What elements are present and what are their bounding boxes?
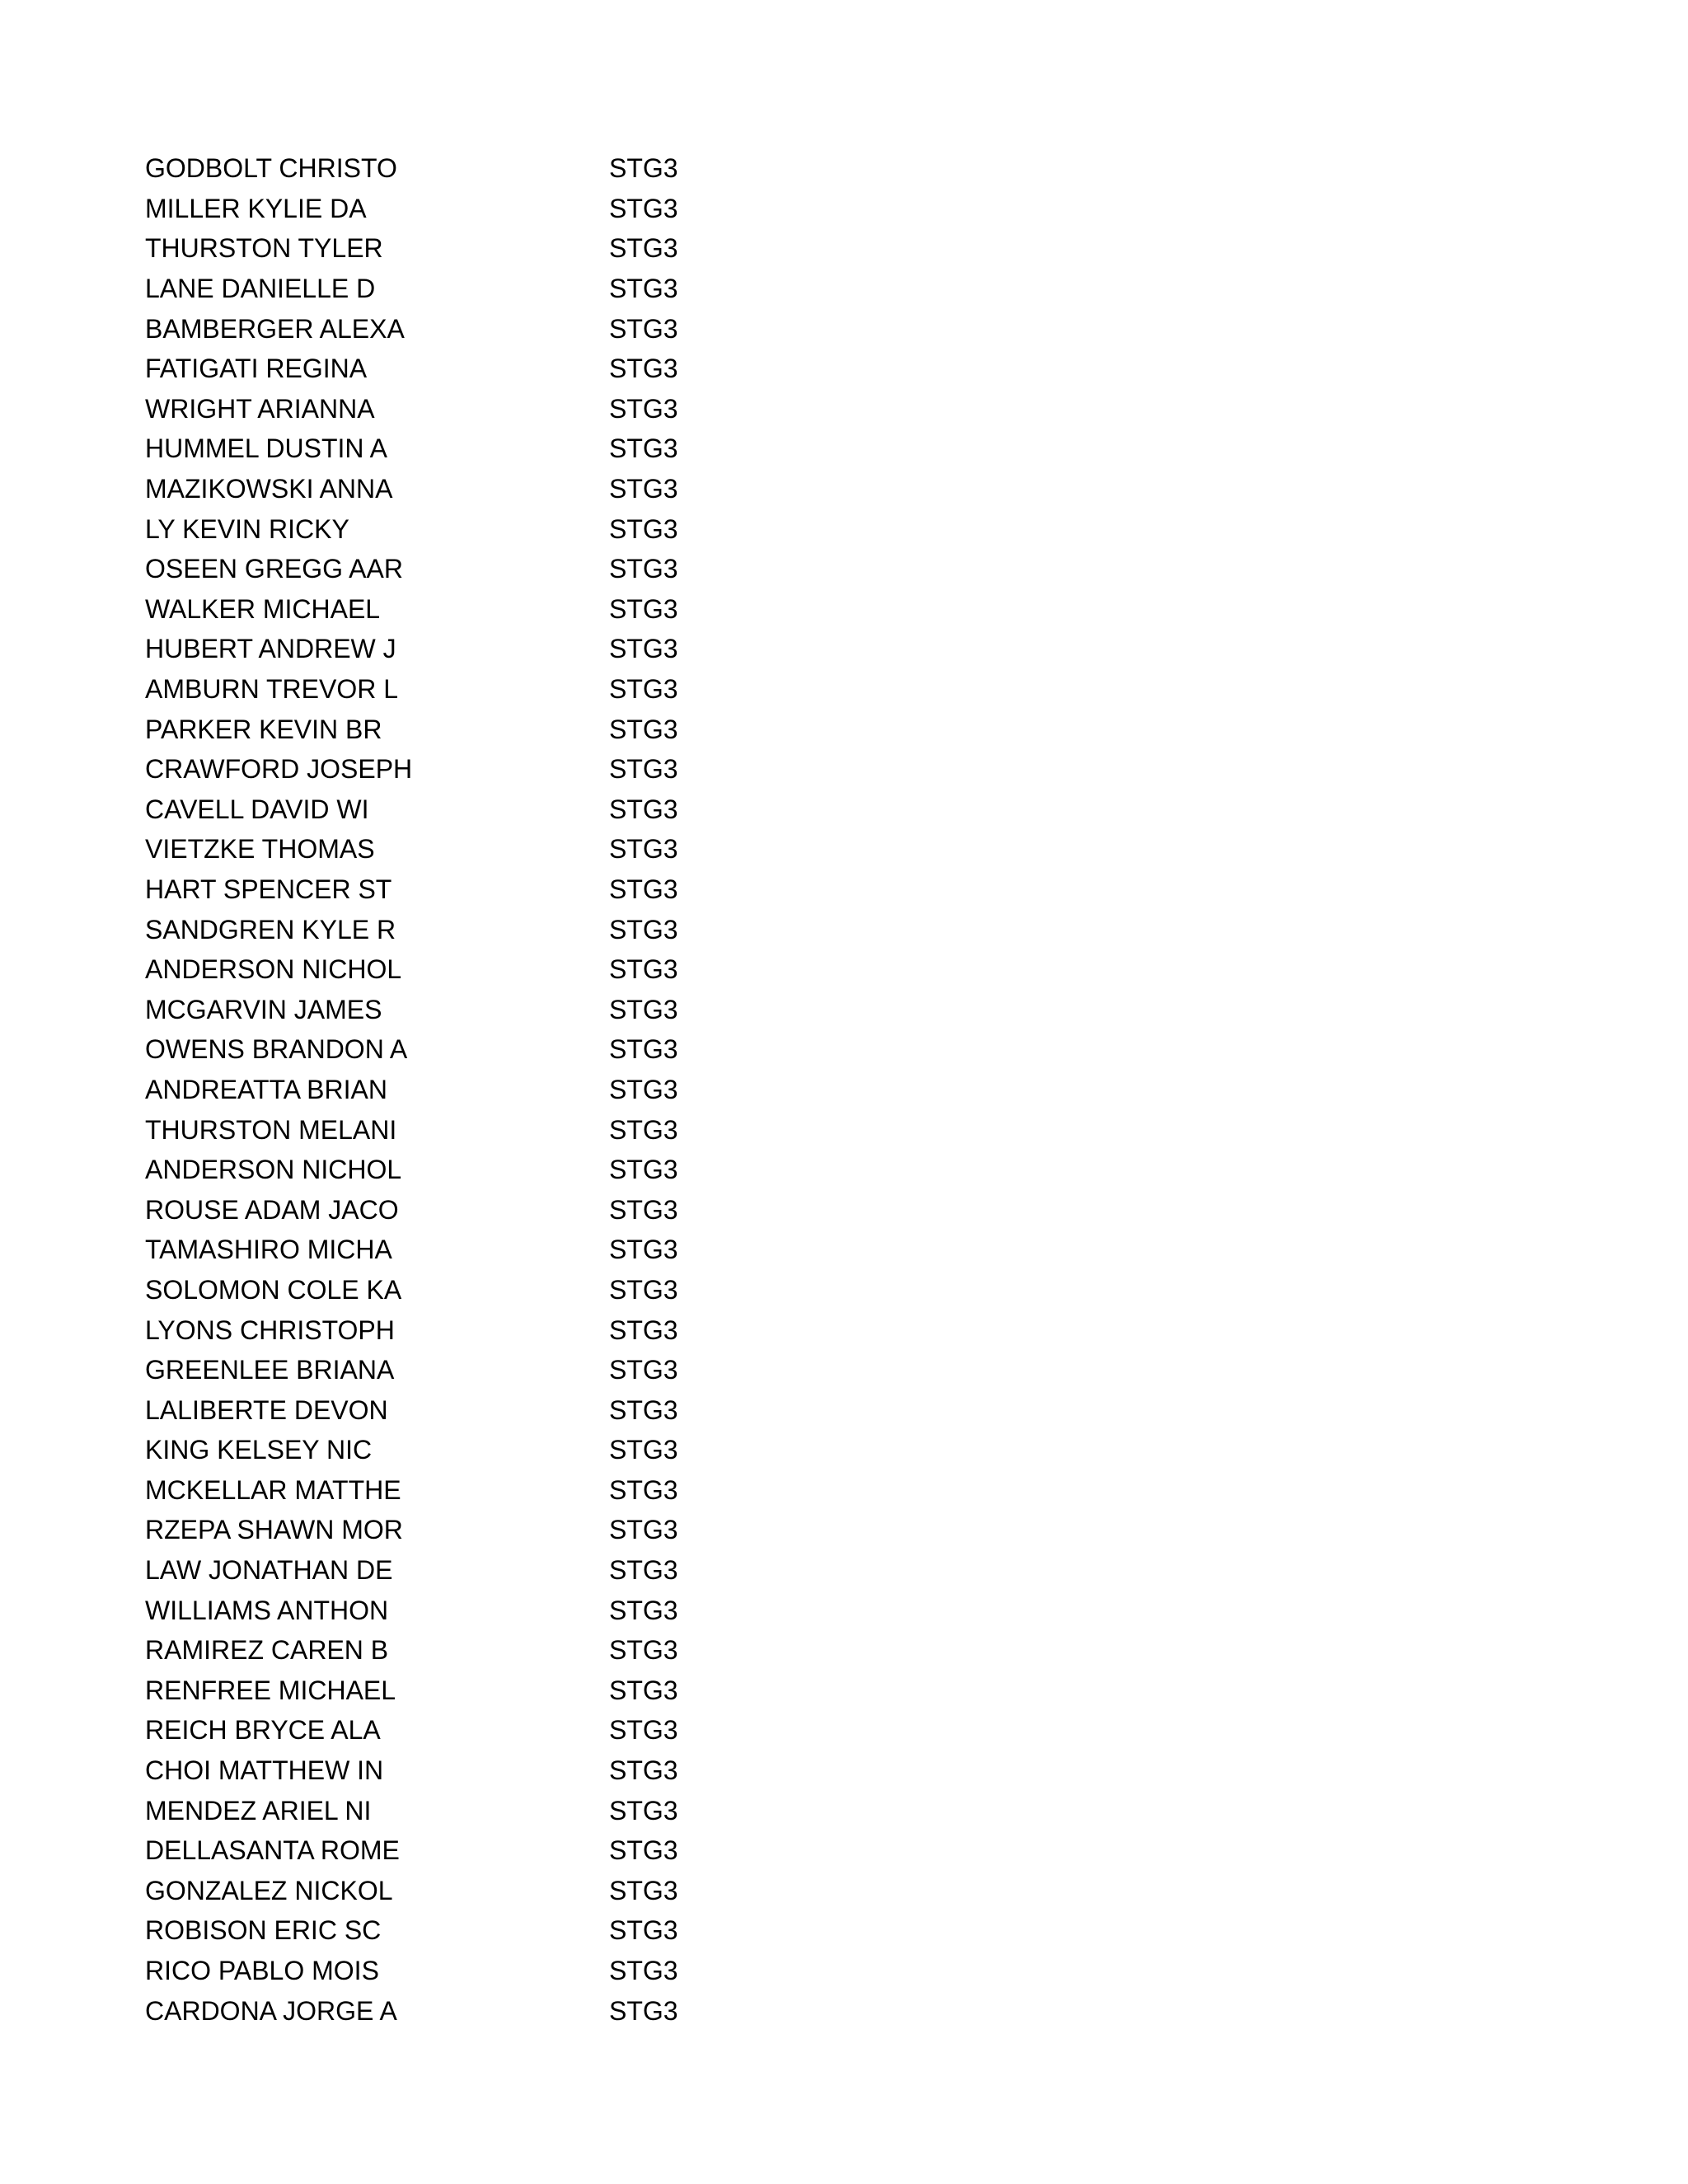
roster-row: [145, 949, 708, 990]
roster-name: MILLER KYLIE DA: [145, 193, 367, 223]
roster-code: STG3: [609, 1194, 678, 1225]
roster-code: STG3: [609, 1675, 678, 1705]
roster-row: [145, 989, 708, 1029]
roster-name: RZEPA SHAWN MOR: [145, 1515, 403, 1545]
roster-code: STG3: [609, 1435, 678, 1465]
roster-code: STG3: [609, 554, 678, 584]
roster-name: DELLASANTA ROME: [145, 1835, 400, 1866]
roster-code: STG3: [609, 513, 678, 544]
roster-row: [145, 1430, 708, 1470]
roster-name: HART SPENCER ST: [145, 874, 392, 904]
roster-code: STG3: [609, 874, 678, 904]
roster-name: WRIGHT ARIANNA: [145, 393, 375, 424]
roster-row: [145, 189, 708, 229]
roster-code: STG3: [609, 354, 678, 384]
roster-code: STG3: [609, 1715, 678, 1746]
roster-row: [145, 429, 708, 469]
roster-code: STG3: [609, 714, 678, 744]
roster-name: CHOI MATTHEW IN: [145, 1755, 384, 1786]
roster-code: STG3: [609, 313, 678, 344]
roster-row: [145, 1230, 708, 1270]
roster-code: STG3: [609, 1274, 678, 1305]
roster-row: [145, 389, 708, 429]
roster-code: STG3: [609, 1315, 678, 1345]
roster-row: [145, 1630, 708, 1671]
roster-row: [145, 1590, 708, 1630]
roster-code: STG3: [609, 1515, 678, 1545]
roster-code: STG3: [609, 1795, 678, 1825]
roster-code: STG3: [609, 1635, 678, 1666]
roster-name: MENDEZ ARIEL NI: [145, 1795, 372, 1825]
roster-name: MCKELLAR MATTHE: [145, 1474, 401, 1505]
roster-row: [145, 790, 708, 830]
roster-row: [145, 1109, 708, 1150]
roster-row: [145, 509, 708, 549]
roster-row: [145, 1671, 708, 1711]
roster-name: GREENLEE BRIANA: [145, 1355, 395, 1385]
roster-name: MAZIKOWSKI ANNA: [145, 474, 393, 504]
roster-row: [145, 1189, 708, 1230]
roster-code: STG3: [609, 1755, 678, 1786]
roster-name: TAMASHIRO MICHA: [145, 1235, 392, 1265]
roster-code: STG3: [609, 1595, 678, 1625]
roster-code: STG3: [609, 1235, 678, 1265]
roster-code: STG3: [609, 1956, 678, 1986]
roster-name: LAW JONATHAN DE: [145, 1555, 393, 1586]
roster-row: [145, 1710, 708, 1750]
roster-code: STG3: [609, 1995, 678, 2026]
roster-code: STG3: [609, 914, 678, 944]
roster-row: [145, 1951, 708, 1991]
roster-name: ANDREATTA BRIAN: [145, 1074, 387, 1104]
roster-name: HUBERT ANDREW J: [145, 634, 396, 664]
roster-code: STG3: [609, 754, 678, 785]
roster-row: [145, 549, 708, 589]
roster-name: OSEEN GREGG AAR: [145, 554, 403, 584]
roster-name: RICO PABLO MOIS: [145, 1956, 379, 1986]
roster-code: STG3: [609, 1394, 678, 1425]
roster-name: GODBOLT CHRISTO: [145, 153, 397, 184]
roster-row: [145, 1270, 708, 1310]
roster-code: STG3: [609, 1474, 678, 1505]
roster-code: STG3: [609, 674, 678, 705]
roster-code: STG3: [609, 834, 678, 865]
roster-code: STG3: [609, 1875, 678, 1905]
roster-row: [145, 669, 708, 710]
roster-code: STG3: [609, 193, 678, 223]
roster-code: STG3: [609, 994, 678, 1024]
roster-name: LYONS CHRISTOPH: [145, 1315, 395, 1345]
roster-name: SANDGREN KYLE R: [145, 914, 396, 944]
roster-row: [145, 148, 708, 189]
roster-name: WALKER MICHAEL: [145, 593, 381, 624]
roster-row: [145, 1070, 708, 1110]
roster-row: [145, 709, 708, 749]
roster-code: STG3: [609, 153, 678, 184]
roster-code: STG3: [609, 1355, 678, 1385]
roster-name: CRAWFORD JOSEPH: [145, 754, 413, 785]
roster-code: STG3: [609, 593, 678, 624]
roster-name: LANE DANIELLE D: [145, 274, 376, 304]
roster-code: STG3: [609, 1114, 678, 1145]
roster-name: MCGARVIN JAMES: [145, 994, 382, 1024]
roster-name: HUMMEL DUSTIN A: [145, 434, 387, 464]
roster-code: STG3: [609, 1835, 678, 1866]
roster-name: GONZALEZ NICKOL: [145, 1875, 393, 1905]
roster-row: [145, 349, 708, 389]
roster-row: [145, 1350, 708, 1390]
roster-row: [145, 1390, 708, 1430]
roster-row: [145, 1990, 708, 2031]
roster-code: STG3: [609, 434, 678, 464]
roster-row: [145, 1830, 708, 1871]
roster-row: [145, 629, 708, 669]
roster-name: KING KELSEY NIC: [145, 1435, 373, 1465]
roster-name: AMBURN TREVOR L: [145, 674, 399, 705]
roster-code: STG3: [609, 274, 678, 304]
roster-row: [145, 1550, 708, 1591]
roster-name: FATIGATI REGINA: [145, 354, 368, 384]
roster-row: [145, 1910, 708, 1951]
roster-list: [145, 148, 708, 2031]
roster-row: [145, 469, 708, 509]
roster-name: RENFREE MICHAEL: [145, 1675, 396, 1705]
roster-code: STG3: [609, 393, 678, 424]
roster-row: [145, 1029, 708, 1070]
roster-row: [145, 1790, 708, 1830]
roster-name: ROBISON ERIC SC: [145, 1915, 382, 1946]
roster-code: STG3: [609, 1555, 678, 1586]
roster-code: STG3: [609, 794, 678, 824]
roster-name: REICH BRYCE ALA: [145, 1715, 381, 1746]
roster-code: STG3: [609, 1915, 678, 1946]
roster-row: [145, 1150, 708, 1190]
roster-row: [145, 1470, 708, 1511]
roster-row: [145, 1310, 708, 1350]
roster-row: [145, 1510, 708, 1550]
roster-name: BAMBERGER ALEXA: [145, 313, 405, 344]
roster-code: STG3: [609, 1034, 678, 1065]
roster-row: [145, 308, 708, 349]
roster-code: STG3: [609, 634, 678, 664]
roster-name: ROUSE ADAM JACO: [145, 1194, 399, 1225]
roster-name: CARDONA JORGE A: [145, 1995, 397, 2026]
roster-row: [145, 749, 708, 790]
roster-code: STG3: [609, 233, 678, 264]
roster-row: [145, 909, 708, 949]
roster-row: [145, 1750, 708, 1791]
roster-name: LY KEVIN RICKY: [145, 513, 349, 544]
roster-row: [145, 1871, 708, 1911]
roster-row: [145, 829, 708, 869]
roster-name: ANDERSON NICHOL: [145, 954, 402, 985]
roster-name: OWENS BRANDON A: [145, 1034, 408, 1065]
roster-name: THURSTON MELANI: [145, 1114, 397, 1145]
roster-name: THURSTON TYLER: [145, 233, 383, 264]
roster-name: PARKER KEVIN BR: [145, 714, 382, 744]
roster-row: [145, 869, 708, 910]
roster-row: [145, 269, 708, 309]
roster-code: STG3: [609, 474, 678, 504]
roster-name: CAVELL DAVID WI: [145, 794, 369, 824]
roster-code: STG3: [609, 954, 678, 985]
roster-name: LALIBERTE DEVON: [145, 1394, 388, 1425]
roster-name: RAMIREZ CAREN B: [145, 1635, 389, 1666]
roster-name: WILLIAMS ANTHON: [145, 1595, 389, 1625]
roster-code: STG3: [609, 1155, 678, 1185]
roster-code: STG3: [609, 1074, 678, 1104]
roster-name: VIETZKE THOMAS: [145, 834, 375, 865]
roster-name: SOLOMON COLE KA: [145, 1274, 402, 1305]
roster-name: ANDERSON NICHOL: [145, 1155, 402, 1185]
roster-row: [145, 228, 708, 269]
roster-row: [145, 589, 708, 630]
